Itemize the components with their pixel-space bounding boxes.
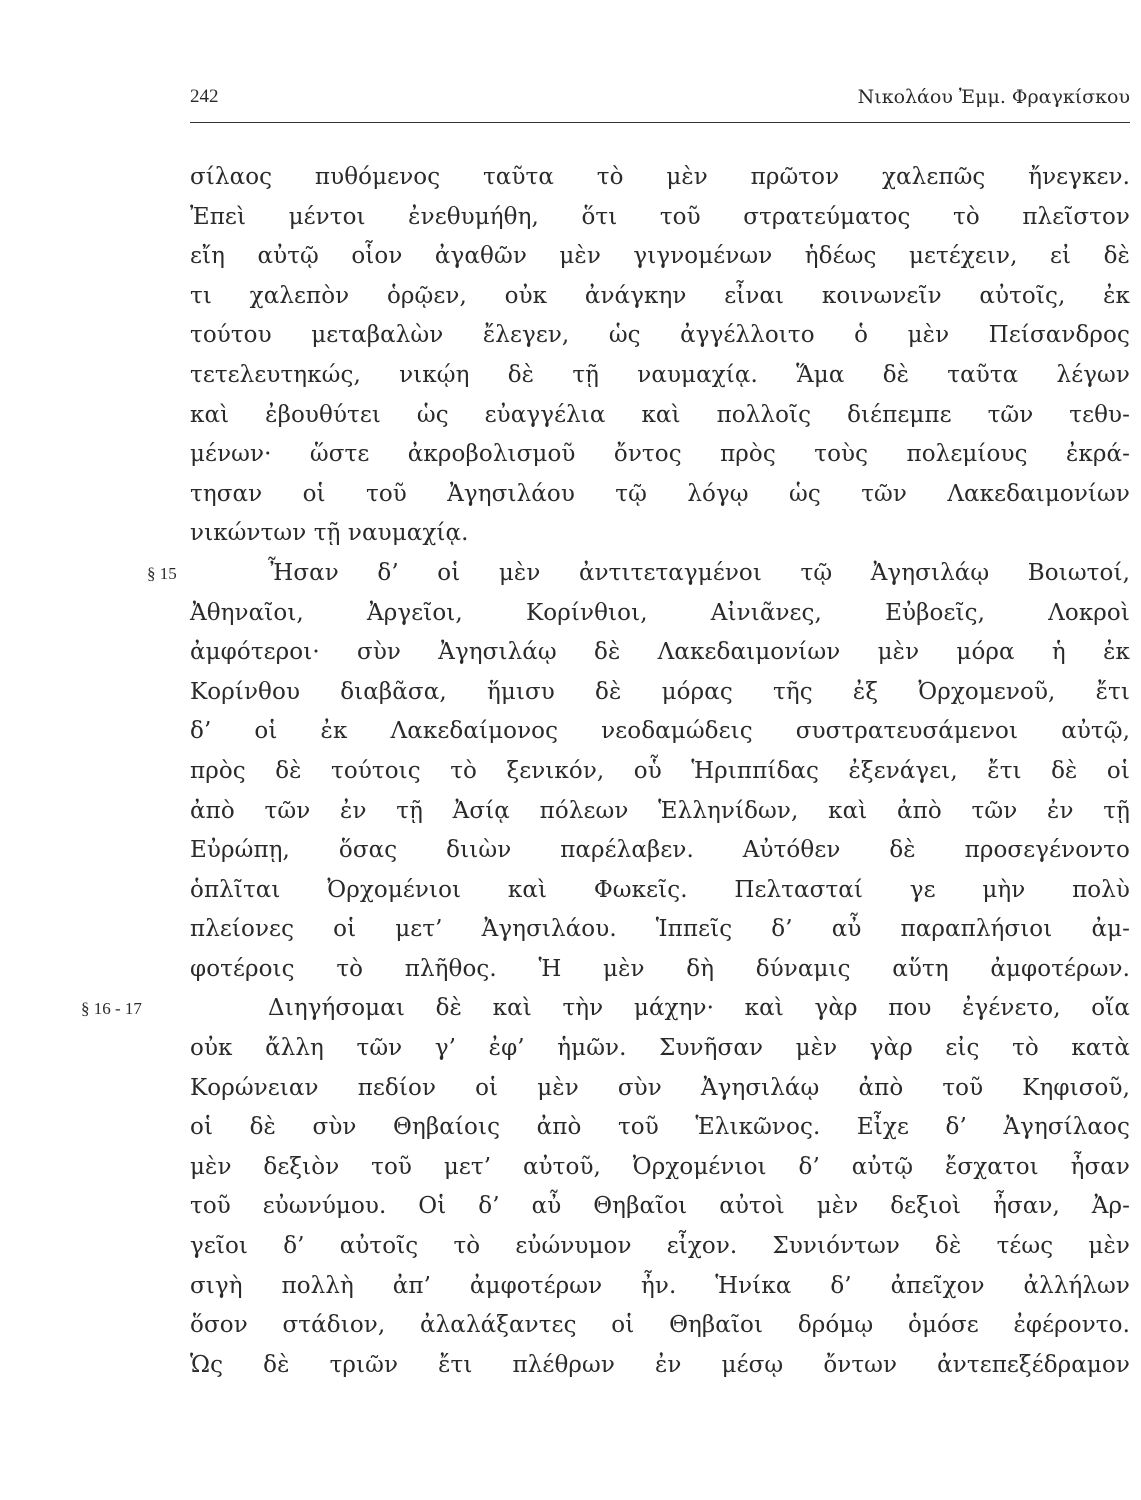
- text-line: φοτέροις τὸ πλῆθος. Ἡ μὲν δὴ δύναμις αὕτη ἀμφοτέρων.: [190, 955, 1130, 982]
- text-line: τούτου μεταβαλὼν ἔλεγεν, ὡς ἀγγέλλοιτο ὁ μὲν Πείσανδρος: [190, 322, 1130, 349]
- text-line: εἴη αὐτῷ οἷον ἀγαθῶν μὲν γιγνομένων ἡδέως μετέχειν, εἰ δὲ: [190, 243, 1130, 270]
- text-line: ἀμφότεροι· σὺν Ἀγησιλάῳ δὲ Λακεδαιμονίων μὲν μόρα ἡ ἐκ: [190, 639, 1130, 666]
- text-line: οὐκ ἄλλη τῶν γ’ ἐφ’ ἡμῶν. Συνῆσαν μὲν γὰρ εἰς τὸ κατὰ: [190, 1035, 1130, 1062]
- page-header: [190, 86, 1130, 116]
- text-line: καὶ ἐβουθύτει ὡς εὐαγγέλια καὶ πολλοῖς διέπεμπε τῶν τεθυ-: [190, 401, 1130, 428]
- text-line: τι χαλεπὸν ὁρῷεν, οὐκ ἀνάγκην εἶναι κοινωνεῖν αὐτοῖς, ἐκ: [190, 282, 1130, 309]
- text-line: τησαν οἱ τοῦ Ἀγησιλάου τῷ λόγῳ ὡς τῶν Λακεδαιμονίων: [190, 480, 1130, 507]
- text-line: οἱ δὲ σὺν Θηβαίοις ἀπὸ τοῦ Ἑλικῶνος. Εἶχε δ’ Ἀγησίλαος: [190, 1114, 1130, 1141]
- section-marker-15: § 15: [147, 563, 177, 583]
- page-number: 242: [190, 86, 219, 107]
- text-line: Ἐπεὶ μέντοι ἐνεθυμήθη, ὅτι τοῦ στρατεύματος τὸ πλεῖστον: [190, 203, 1130, 230]
- text-line: Ἀθηναῖοι, Ἀργεῖοι, Κορίνθιοι, Αἰνιᾶνες, Εὐβοεῖς, Λοκροὶ: [190, 599, 1130, 626]
- text-line: νικώντων τῇ ναυμαχίᾳ.: [190, 520, 469, 547]
- text-line: § 15 Ἦσαν δ’ οἱ μὲν ἀντιτεταγμένοι τῷ Ἀγησιλάῳ Βοιωτοί,: [190, 554, 1130, 594]
- text-line: Κορώνειαν πεδίον οἱ μὲν σὺν Ἀγησιλάῳ ἀπὸ τοῦ Κηφισοῦ,: [190, 1074, 1130, 1101]
- text-line: πρὸς δὲ τούτοις τὸ ξενικόν, οὗ Ἡριππίδας ἐξενάγει, ἔτι δὲ οἱ: [190, 757, 1130, 784]
- text-line: σίλαος πυθόμενος ταῦτα τὸ μὲν πρῶτον χαλεπῶς ἤνεγκεν.: [190, 164, 1130, 190]
- text-line: § 16 - 17 Διηγήσομαι δὲ καὶ τὴν μάχην· καὶ γὰρ που ἐγένετο, οἵα: [190, 989, 1130, 1029]
- text-line: Κορίνθου διαβᾶσα, ἥμισυ δὲ μόρας τῆς ἐξ Ὀρχομενοῦ, ἔτι: [190, 678, 1130, 705]
- text-line: πλείονες οἱ μετ’ Ἀγησιλάου. Ἱππεῖς δ’ αὖ παραπλήσιοι ἀμ-: [190, 916, 1130, 943]
- text-line: ὅσον στάδιον, ἀλαλάξαντες οἱ Θηβαῖοι δρόμῳ ὁμόσε ἐφέροντο.: [190, 1312, 1130, 1339]
- header-rule: [190, 122, 1130, 123]
- text-line: μὲν δεξιὸν τοῦ μετ’ αὐτοῦ, Ὀρχομένιοι δ’ αὐτῷ ἔσχατοι ἦσαν: [190, 1153, 1130, 1180]
- text-line: μένων· ὥστε ἀκροβολισμοῦ ὄντος πρὸς τοὺς πολεμίους ἐκρά-: [190, 441, 1130, 468]
- running-head: Νικολάου Ἐμμ. Φραγκίσκου: [857, 86, 1130, 108]
- body-text: [81, 158, 1130, 1385]
- section-marker-16-17: § 16 - 17: [81, 999, 142, 1019]
- text-line: τετελευτηκώς, νικῴη δὲ τῇ ναυμαχίᾳ. Ἅμα δὲ ταῦτα λέγων: [190, 361, 1130, 388]
- text-line: τοῦ εὐωνύμου. Οἱ δ’ αὖ Θηβαῖοι αὐτοὶ μὲν δεξιοὶ ἦσαν, Ἀρ-: [190, 1193, 1130, 1220]
- text-line: ἀπὸ τῶν ἐν τῇ Ἀσίᾳ πόλεων Ἑλληνίδων, καὶ ἀπὸ τῶν ἐν τῇ: [190, 797, 1130, 824]
- text-line: Εὐρώπῃ, ὅσας διιὼν παρέλαβεν. Αὐτόθεν δὲ προσεγένοντο: [190, 837, 1130, 864]
- text-line: Ὡς δὲ τριῶν ἔτι πλέθρων ἐν μέσῳ ὄντων ἀντεπεξέδραμον: [190, 1351, 1130, 1378]
- text-line: ὁπλῖται Ὀρχομένιοι καὶ Φωκεῖς. Πελτασταί γε μὴν πολὺ: [190, 876, 1130, 903]
- text-line: δ’ οἱ ἐκ Λακεδαίμονος νεοδαμώδεις συστρατευσάμενοι αὐτῷ,: [190, 718, 1130, 745]
- text-line: γεῖοι δ’ αὐτοῖς τὸ εὐώνυμον εἶχον. Συνιόντων δὲ τέως μὲν: [190, 1233, 1130, 1260]
- text-line: σιγὴ πολλὴ ἀπ’ ἀμφοτέρων ἦν. Ἡνίκα δ’ ἀπεῖχον ἀλλήλων: [190, 1272, 1130, 1299]
